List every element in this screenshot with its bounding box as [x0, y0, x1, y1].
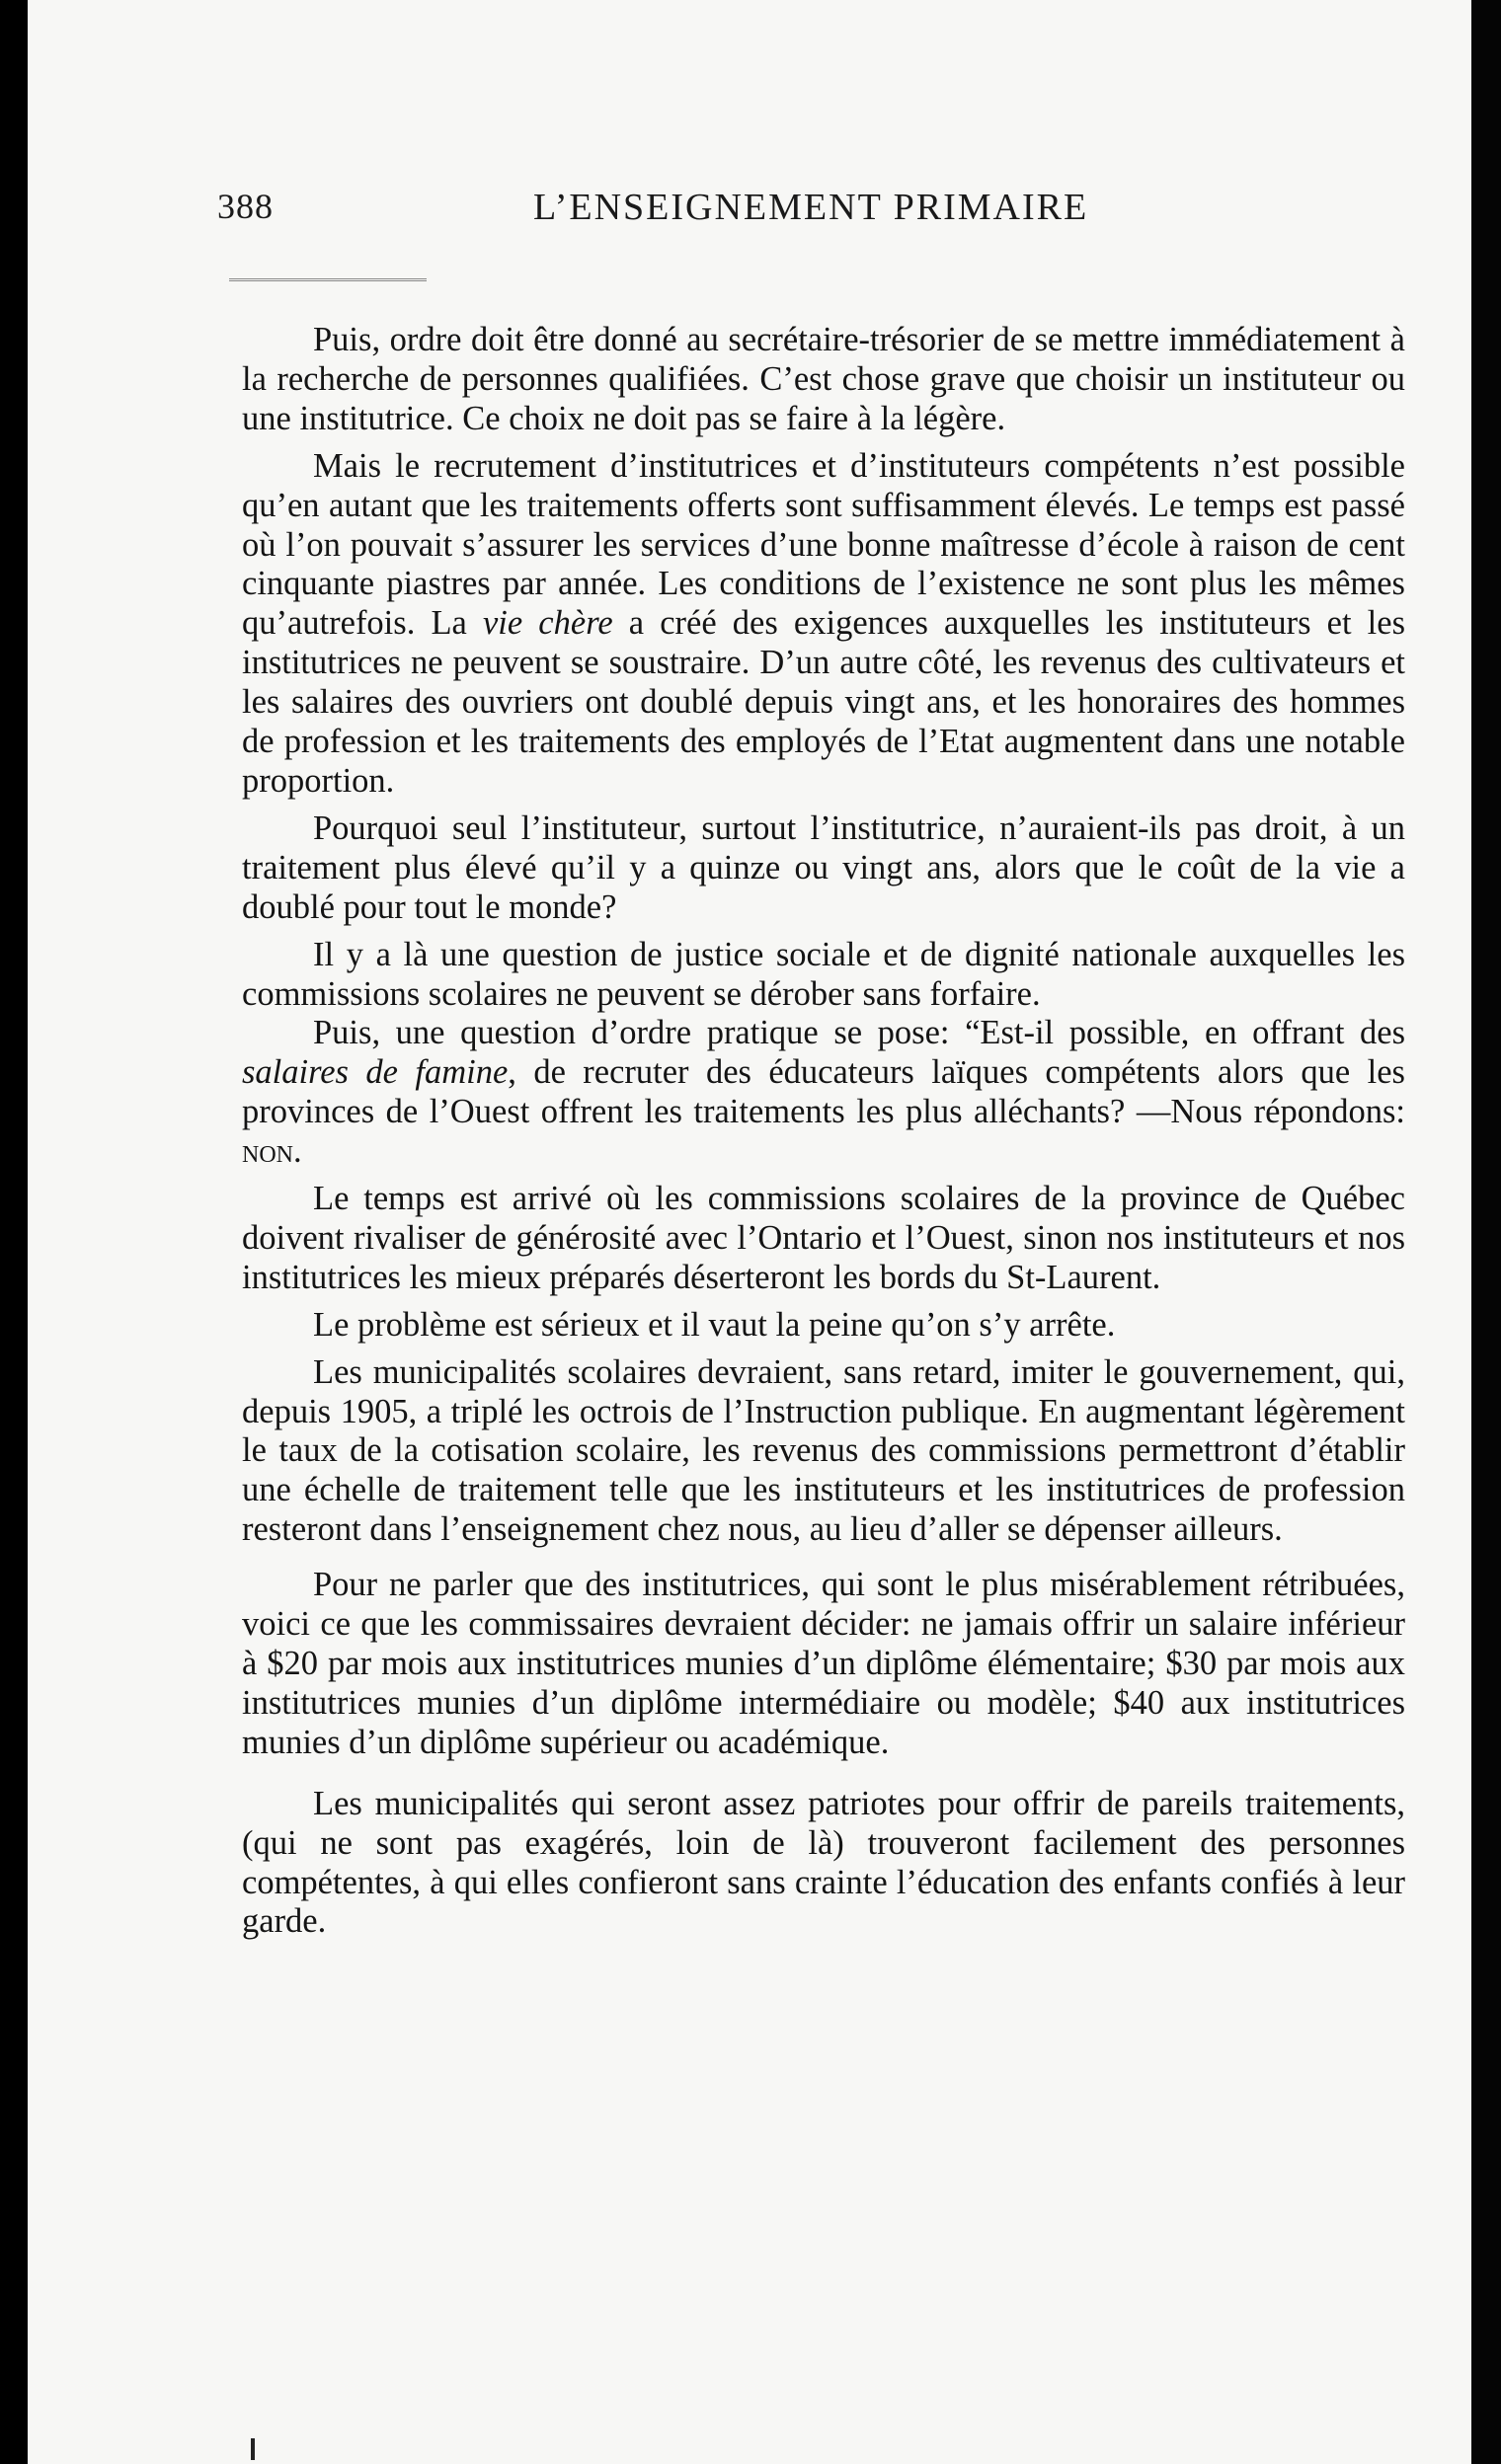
paragraph-4: Il y a là une question de justice sociale et de dignité nationale auxquelles les commissions scolaires ne peuvent se dérober sans forfaire.	[242, 935, 1405, 1013]
paragraph-6: Le temps est arrivé où les commissions scolaires de la province de Québec doivent rivaliser de générosité avec l’Ontario et l’Ouest, sinon nos instituteurs et nos institutrices les mieux préparés déserteront les bords du St-Laurent.	[242, 1180, 1405, 1296]
page-header	[217, 180, 1146, 239]
paragraph-7: Le problème est sérieux et il vaut la peine qu’on s’y arrête.	[313, 1305, 1116, 1344]
paragraph-9: Pour ne parler que des institutrices, qui sont le plus misérablement rétribuées, voici ce que les commissaires devraient décider: ne jamais offrir un salaire inférieur à $20 par mois aux institutrices munies d’un diplôme élémentaire; $30 par mois aux institutrices munies d’un diplôme intermédiaire ou modèle; $40 aux institutrices munies d’un diplôme supérieur ou académique.	[242, 1566, 1405, 1761]
scan-border	[1471, 0, 1501, 2464]
body-text	[242, 321, 1405, 1942]
scan-mark	[251, 2438, 255, 2460]
paragraph-1: Puis, ordre doit être donné au secrétaire-trésorier de se mettre immédiatement à la recherche de personnes qualifiées. C’est chose grave que choisir un instituteur ou une institutrice. Ce choix ne doit pas se faire à la légère.	[242, 321, 1405, 437]
paragraph-10: Les municipalités qui seront assez patriotes pour offrir de pareils traitements, (qui ne sont pas exagérés, loin de là) trouveront facilement des personnes compétentes, à qui elles confieront sans crainte l’éducation des enfants confiés à leur garde.	[242, 1784, 1405, 1941]
paragraph-2: Mais le recrutement d’institutrices et d’instituteurs compétents n’est possible qu’en autant que les traitements offerts sont suffisamment élevés. Le temps est passé où l’on pouvait s’assurer les services d’une bonne maîtresse d’école à raison de cent cinquante piastres par année. Les conditions de l’existence ne sont plus les mêmes qu’autrefois. La vie chère a créé des exigences auxquelles les instituteurs et les institutrices ne peuvent se soustraire. D’un autre côté, les revenus des cultivateurs et les salaires des ouvriers ont doublé depuis vingt ans, et les honoraires des hommes de profession et les traitements des employés de l’Etat augmentent dans une notable proportion.	[242, 446, 1406, 800]
paragraph-8: Les municipalités scolaires devraient, sans retard, imiter le gouvernement, qui, depuis 1905, a triplé les octrois de l’Instruction publique. En augmentant légèrement le taux de la cotisation scolaire, les revenus des commissions permettront d’établir une échelle de traitement telle que les instituteurs et les institutrices de profession resteront dans l’enseignement chez nous, au lieu d’aller se dépenser ailleurs.	[242, 1352, 1405, 1549]
header-rule	[229, 278, 427, 281]
page-number: 388	[217, 187, 274, 226]
running-title: L’ENSEIGNEMENT PRIMAIRE	[533, 187, 1089, 228]
paragraph-5: Puis, une question d’ordre pratique se pose: “Est-il possible, en offrant des salaires de famine, de recruter des éducateurs laïques compétents alors que les provinces de l’Ouest offrent les traitements les plus alléchants? —Nous répondons: non.	[242, 1014, 1405, 1171]
paragraph-3: Pourquoi seul l’instituteur, surtout l’institutrice, n’auraient-ils pas droit, à un traitement plus élevé qu’il y a quinze ou vingt ans, alors que le coût de la vie a doublé pour tout le monde?	[242, 808, 1405, 926]
